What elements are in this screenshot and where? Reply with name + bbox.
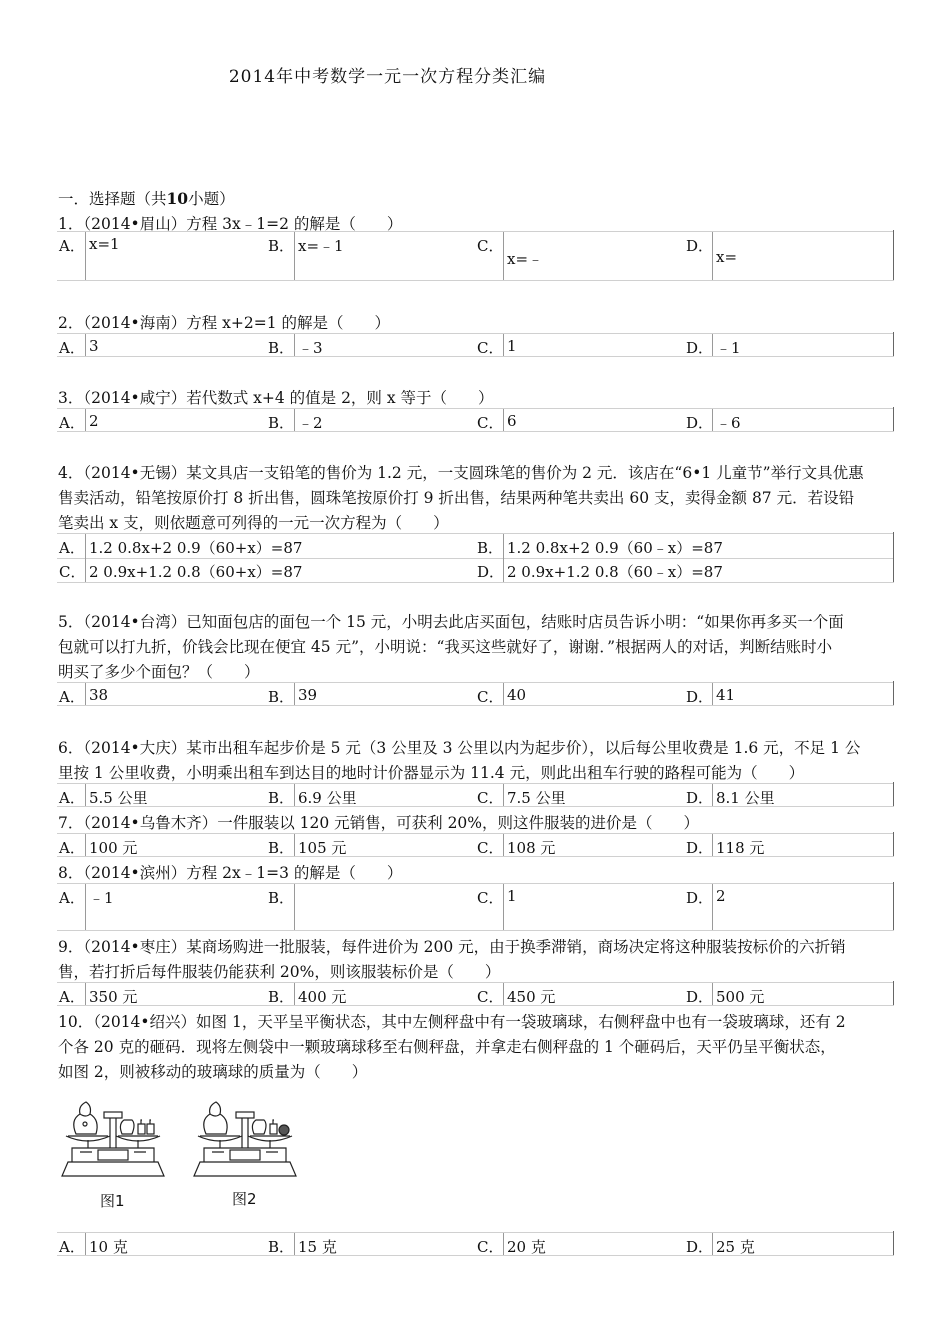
option-label: D．	[686, 414, 714, 432]
question-3-text: 3．（2014•咸宁）若代数式 x+4 的值是 2，则 x 等于（ ）	[58, 389, 494, 407]
question-8-text: 8．（2014•滨州）方程 2x﹣1=3 的解是（ ）	[58, 864, 403, 882]
option-b[interactable]	[266, 409, 475, 431]
question-5-text-3: 明买了多少个面包？（ ）	[58, 663, 260, 681]
section-prefix: 一．选择题（共	[58, 190, 167, 208]
question-10-options	[57, 1232, 894, 1256]
option-d[interactable]	[475, 558, 894, 582]
option-d[interactable]	[684, 884, 894, 930]
option-value: ﹣6	[716, 414, 741, 432]
option-label: B．	[268, 889, 295, 907]
option-b[interactable]	[266, 1233, 475, 1255]
option-value: 2	[716, 887, 726, 905]
option-value: 1.2 0.8x+2 0.9（60+x）=87	[89, 539, 303, 557]
option-value: 118 元	[716, 839, 765, 857]
option-label: C．	[477, 339, 504, 357]
section-count: 10	[166, 189, 189, 208]
option-d[interactable]	[684, 683, 894, 705]
option-d[interactable]	[684, 1233, 894, 1255]
option-value: x=1	[89, 235, 120, 253]
option-c[interactable]	[475, 334, 684, 356]
option-c[interactable]	[475, 1233, 684, 1255]
option-label: A．	[59, 339, 85, 357]
option-a[interactable]	[57, 534, 475, 559]
option-value: 15 克	[298, 1238, 337, 1256]
option-label: C．	[477, 839, 504, 857]
option-label: B．	[477, 539, 504, 557]
option-label: C．	[59, 563, 86, 581]
option-value: ﹣3	[298, 339, 323, 357]
question-9-text-2: 售，若打折后每件服装仍能获利 20%，则该服装标价是（ ）	[58, 963, 501, 981]
option-b[interactable]	[266, 683, 475, 705]
question-6-text-1: 6．（2014•大庆）某市出租车起步价是 5 元（3 公里及 3 公里以内为起步价），以后每公里收费是 1.6 元，不足 1 公	[58, 739, 861, 757]
option-c[interactable]	[475, 834, 684, 856]
option-a[interactable]	[57, 409, 266, 431]
option-value: 5.5 公里	[89, 789, 148, 807]
option-label: C．	[477, 988, 504, 1006]
question-5-text-1: 5．（2014•台湾）已知面包店的面包一个 15 元，小明去此店买面包，结账时店员告诉小明：“如果你再多买一个面	[58, 613, 844, 631]
option-c[interactable]	[475, 884, 684, 930]
question-2-options	[57, 333, 894, 357]
question-10-text-3: 如图 2，则被移动的玻璃球的质量为（ ）	[58, 1063, 368, 1081]
option-d[interactable]	[684, 834, 894, 856]
option-d[interactable]	[684, 784, 894, 806]
option-value: 500 元	[716, 988, 765, 1006]
option-value: 7.5 公里	[507, 789, 566, 807]
question-10-text-1: 10．（2014•绍兴）如图 1，天平呈平衡状态，其中左侧秤盘中有一袋玻璃球，右侧秤盘中也有一袋玻璃球，还有 2	[58, 1013, 846, 1031]
option-b[interactable]	[266, 232, 475, 280]
question-8-options	[57, 883, 894, 931]
option-label: B．	[268, 688, 295, 706]
option-label: A．	[59, 889, 85, 907]
question-2-text: 2．（2014•海南）方程 x+2=1 的解是（ ）	[58, 314, 390, 332]
option-value: ﹣1	[716, 339, 741, 357]
option-d[interactable]	[684, 334, 894, 356]
option-c[interactable]	[57, 558, 475, 582]
balance-figure-1	[58, 1090, 168, 1210]
question-10-text-2: 个各 20 克的砸码．现将左侧袋中一颗玻璃球移至右侧秤盘，并拿走右侧秤盘的 1 个砸码后，天平仍呈平衡状态，	[58, 1038, 836, 1056]
option-label: A．	[59, 414, 85, 432]
option-b[interactable]	[266, 834, 475, 856]
option-label: C．	[477, 889, 504, 907]
option-label: B．	[268, 789, 295, 807]
option-value: 2	[89, 412, 99, 430]
question-4-text-2: 售卖活动，铅笔按原价打 8 折出售，圆珠笔按原价打 9 折出售，结果两种笔共卖出 60 支，卖得金额 87 元．若设铅	[58, 489, 855, 507]
option-label: A．	[59, 688, 85, 706]
option-b[interactable]	[266, 334, 475, 356]
option-value: 1.2 0.8x+2 0.9（60﹣x）=87	[507, 539, 723, 557]
question-4-options	[57, 533, 894, 583]
option-value: x=	[716, 248, 738, 266]
option-label: A．	[59, 1238, 85, 1256]
option-label: B．	[268, 237, 295, 255]
option-label: A．	[59, 237, 85, 255]
option-label: D．	[686, 237, 714, 255]
question-3-options	[57, 408, 894, 432]
option-label: A．	[59, 839, 85, 857]
question-9-options	[57, 982, 894, 1006]
option-value: x=﹣1	[298, 237, 344, 255]
option-label: B．	[268, 1238, 295, 1256]
option-value: 6.9 公里	[298, 789, 357, 807]
option-a[interactable]	[57, 232, 266, 280]
option-value: ﹣2	[298, 414, 323, 432]
option-value: 100 元	[89, 839, 138, 857]
option-label: B．	[268, 414, 295, 432]
option-a[interactable]	[57, 334, 266, 356]
balance-scale-icon	[58, 1090, 168, 1180]
question-5-options	[57, 682, 894, 706]
option-value: x=﹣	[507, 250, 544, 268]
option-b[interactable]	[266, 983, 475, 1005]
option-c[interactable]	[475, 683, 684, 705]
option-label: D．	[686, 839, 714, 857]
option-label: D．	[686, 988, 714, 1006]
question-6-options	[57, 783, 894, 807]
option-value: 450 元	[507, 988, 556, 1006]
option-b[interactable]	[266, 784, 475, 806]
option-d[interactable]	[684, 232, 894, 280]
option-value: 25 克	[716, 1238, 755, 1256]
option-a[interactable]	[57, 1233, 266, 1255]
question-1-options	[57, 231, 894, 281]
option-a[interactable]	[57, 884, 266, 930]
option-label: A．	[59, 539, 85, 557]
option-value: 8.1 公里	[716, 789, 775, 807]
option-value: 10 克	[89, 1238, 128, 1256]
option-label: D．	[686, 688, 714, 706]
option-c[interactable]	[475, 784, 684, 806]
page-title: 2014年中考数学一元一次方程分类汇编	[228, 67, 547, 87]
question-7-options	[57, 833, 894, 857]
question-6-text-2: 里按 1 公里收费，小明乘出租车到达目的地时计价器显示为 11.4 元，则此出租车行驶的路程可能为（ ）	[58, 764, 805, 782]
option-c[interactable]	[475, 983, 684, 1005]
option-b[interactable]	[266, 884, 475, 930]
option-label: C．	[477, 1238, 504, 1256]
question-5-text-2: 包就可以打九折，价钱会比现在便宜 45 元”，小明说：“我买这些就好了，谢谢．”根据两人的对话，判断结账时小	[58, 638, 833, 656]
question-4-text-3: 笔卖出 x 支，则依题意可列得的一元一次方程为（ ）	[58, 514, 449, 532]
option-value: 1	[507, 337, 517, 355]
option-label: B．	[268, 839, 295, 857]
option-label: D．	[686, 789, 714, 807]
option-label: C．	[477, 688, 504, 706]
figure-2-caption: 图2	[232, 1190, 257, 1208]
option-value: 400 元	[298, 988, 347, 1006]
question-7-text: 7．（2014•乌鲁木齐）一件服装以 120 元销售，可获利 20%，则这件服装的进价是（ ）	[58, 814, 700, 832]
option-label: D．	[686, 889, 714, 907]
option-d[interactable]	[684, 983, 894, 1005]
option-a[interactable]	[57, 983, 266, 1005]
option-value: 6	[507, 412, 517, 430]
option-value: 2 0.9x+1.2 0.8（60+x）=87	[89, 563, 303, 581]
balance-scale-icon	[190, 1090, 300, 1180]
option-value: 20 克	[507, 1238, 546, 1256]
option-a[interactable]	[57, 834, 266, 856]
option-value: 40	[507, 686, 527, 704]
question-4-text-1: 4．（2014•无锡）某文具店一支铅笔的售价为 1.2 元，一支圆珠笔的售价为 2 元．该店在“6•1 儿童节”举行文具优惠	[58, 464, 864, 482]
option-label: C．	[477, 789, 504, 807]
option-value: 1	[507, 887, 517, 905]
option-value: 41	[716, 686, 736, 704]
section-suffix: 小题）	[188, 190, 235, 208]
balance-figure-2	[190, 1090, 300, 1208]
figure-1-caption: 图1	[100, 1192, 125, 1210]
option-label: D．	[686, 339, 714, 357]
option-label: A．	[59, 789, 85, 807]
option-a[interactable]	[57, 784, 266, 806]
question-9-text-1: 9．（2014•枣庄）某商场购进一批服装，每件进价为 200 元，由于换季滞销，商场决定将这种服装按标价的六折销	[58, 938, 846, 956]
option-c[interactable]	[475, 409, 684, 431]
option-label: C．	[477, 414, 504, 432]
option-value: 2 0.9x+1.2 0.8（60﹣x）=87	[507, 563, 723, 581]
option-label: B．	[268, 988, 295, 1006]
option-value: ﹣1	[89, 889, 114, 907]
option-b[interactable]	[475, 534, 894, 559]
option-d[interactable]	[684, 409, 894, 431]
option-label: B．	[268, 339, 295, 357]
option-value: 108 元	[507, 839, 556, 857]
question-1-text: 1．（2014•眉山）方程 3x﹣1=2 的解是（ ）	[58, 215, 403, 233]
option-label: C．	[477, 237, 504, 255]
section-heading	[58, 187, 235, 209]
option-label: D．	[477, 563, 505, 581]
option-c[interactable]	[475, 232, 684, 280]
option-a[interactable]	[57, 683, 266, 705]
option-value: 105 元	[298, 839, 347, 857]
option-value: 350 元	[89, 988, 138, 1006]
option-label: D．	[686, 1238, 714, 1256]
option-value: 39	[298, 686, 318, 704]
option-value: 3	[89, 337, 99, 355]
option-value: 38	[89, 686, 109, 704]
option-label: A．	[59, 988, 85, 1006]
